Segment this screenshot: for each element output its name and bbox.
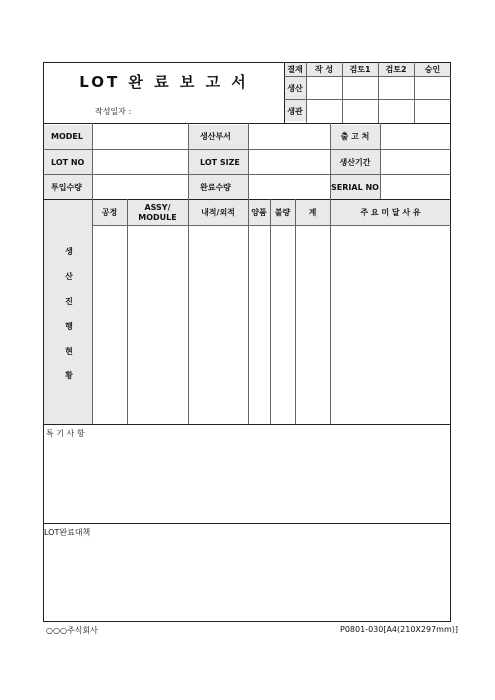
col-defect: 불량 <box>274 208 291 217</box>
col-assy-module <box>127 200 188 225</box>
special-notes-label: 특 기 사 항 <box>46 429 85 438</box>
label-serial-no: SERIAL NO <box>331 182 379 192</box>
side-char-3: 진 <box>65 297 73 306</box>
sign-cell-review1-production[interactable] <box>342 77 378 99</box>
approval-header-label: 결재 <box>287 65 303 74</box>
approval-col-writer: 작 성 <box>314 65 334 74</box>
value-input-qty[interactable] <box>92 175 188 199</box>
value-lot-no[interactable] <box>92 150 188 174</box>
value-completed-qty[interactable] <box>248 175 330 199</box>
label-production-period: 생산기간 <box>339 157 371 167</box>
col-main-reasons: 주 요 미 달 사 유 <box>360 208 421 217</box>
label-input-qty: 투입수량 <box>51 182 82 192</box>
completion-measures-label: LOT완료대책 <box>44 528 91 537</box>
col-assy-line2: MODULE <box>138 212 177 222</box>
approval-col-approve: 승인 <box>424 65 441 74</box>
approval-col-review1: 검토1 <box>349 65 371 74</box>
col-internal-external: 내적/외적 <box>201 208 235 217</box>
value-ship-to[interactable] <box>380 124 451 149</box>
side-char-5: 현 <box>65 347 73 356</box>
side-char-1: 생 <box>65 247 73 256</box>
approval-row-control: 생관 <box>287 107 303 116</box>
side-char-4: 행 <box>65 322 73 331</box>
col-assy-line1: ASSY/ <box>144 202 171 212</box>
value-lot-size[interactable] <box>248 150 330 174</box>
approval-col-review2: 검토2 <box>385 65 407 74</box>
completion-measures-area[interactable] <box>44 539 450 621</box>
side-char-2: 산 <box>65 272 73 281</box>
sign-cell-approve-production[interactable] <box>414 77 451 99</box>
value-production-period[interactable] <box>380 150 451 174</box>
document-title: LOT 완 료 보 고 서 <box>79 72 249 91</box>
label-production-dept: 생산부서 <box>200 132 231 141</box>
side-char-6: 황 <box>65 371 73 380</box>
sign-cell-review2-production[interactable] <box>378 77 414 99</box>
special-notes-area[interactable] <box>44 440 450 522</box>
col-process: 공정 <box>101 208 118 217</box>
footer-form-code: P0801-030[A4(210X297mm)] <box>340 625 458 634</box>
progress-table-body[interactable] <box>92 226 451 424</box>
value-model[interactable] <box>92 124 188 149</box>
label-ship-to: 출 고 처 <box>340 132 370 141</box>
value-serial-no[interactable] <box>380 175 451 199</box>
date-label: 작성일자 : <box>95 106 132 116</box>
sign-cell-writer-production[interactable] <box>306 77 342 99</box>
label-lot-no: LOT NO <box>51 157 85 167</box>
col-total: 계 <box>308 208 317 217</box>
footer-company: ○○○주식회사 <box>46 626 98 635</box>
label-model: MODEL <box>51 132 83 141</box>
value-production-dept[interactable] <box>248 124 330 149</box>
col-good: 양품 <box>251 208 267 217</box>
label-completed-qty: 완료수량 <box>200 182 231 192</box>
label-lot-size: LOT SIZE <box>200 157 240 167</box>
approval-row-production: 생산 <box>287 83 303 93</box>
